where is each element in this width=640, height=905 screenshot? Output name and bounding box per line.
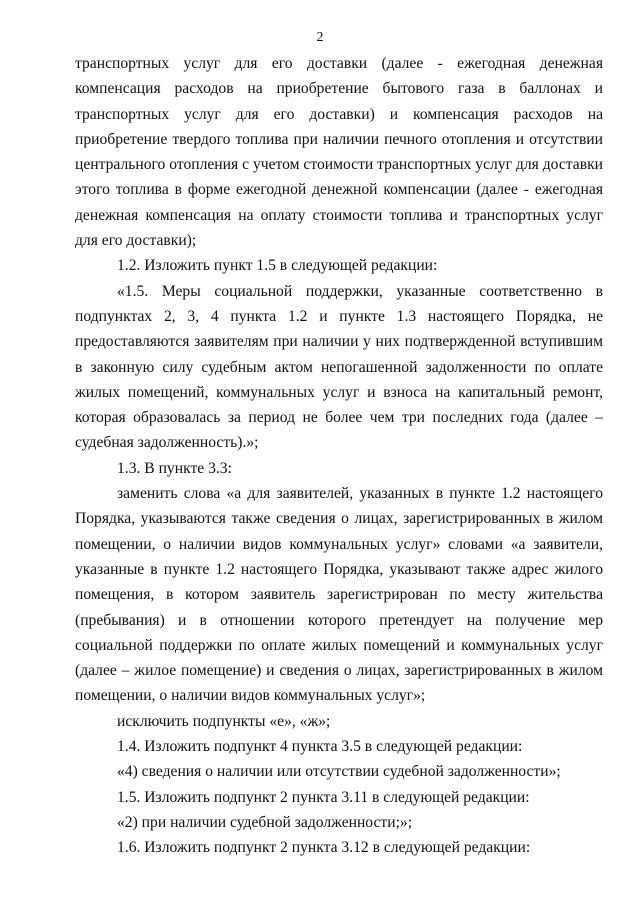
paragraph-quote-subitem-2: «2) при наличии судебной задолженности;»; xyxy=(117,813,413,831)
paragraph-item-1-6: 1.6. Изложить подпункт 2 пункта 3.12 в следующей редакции: xyxy=(117,839,531,857)
paragraph-quote-subitem-4: «4) сведения о наличии или отсутствии судебной задолженности»; xyxy=(117,763,561,781)
document-body xyxy=(75,51,603,861)
page-number: 2 xyxy=(316,30,324,45)
paragraph-exclude-subitems: исключить подпункты «е», «ж»; xyxy=(117,712,331,730)
paragraph-quote-1-5: «1.5. Меры социальной поддержки, указанные соответственно в подпунктах 2, 3, 4 пункта 1.2 и пункте 1.3 настоящего Порядка, не предоставляются заявителям при наличии у них подтвержденной вступившим в законную силу судебным актом непогашенной задолженности по оплате жилых помещений, коммунальных услуг и взноса на капитальный ремонт, которая образовалась за период не более чем три последних года (далее – судебная задолженность).»; xyxy=(75,282,603,452)
paragraph-continuation: транспортных услуг для его доставки (далее - ежегодная денежная компенсация расходов на приобретение бытового газа в баллонах и транспортных услуг для его доставки) и компенсация расходов на приобретение твердого топлива при наличии печного отопления и отсутствии центрального отопления с учетом стоимости транспортных услуг для доставки этого топлива в форме ежегодной денежной компенсации (далее - ежегодная денежная компенсация на оплату стоимости топлива и транспортных услуг для его доставки); xyxy=(75,55,603,250)
paragraph-item-1-5: 1.5. Изложить подпункт 2 пункта 3.11 в следующей редакции: xyxy=(117,788,530,806)
paragraph-item-1-2: 1.2. Изложить пункт 1.5 в следующей редакции: xyxy=(117,257,438,275)
paragraph-item-1-4: 1.4. Изложить подпункт 4 пункта 3.5 в следующей редакции: xyxy=(117,738,523,756)
paragraph-item-1-3: 1.3. В пункте 3.3: xyxy=(117,459,232,477)
paragraph-replace-words: заменить слова «а для заявителей, указанных в пункте 1.2 настоящего Порядка, указываются также сведения о лицах, зарегистрированных в жилом помещении, о наличии видов коммунальных услуг» словами «а заявители, указанные в пункте 1.2 настоящего Порядка, указывают также адрес жилого помещения, в котором заявитель зарегистрирован по месту жительства (пребывания) и в отношении которого претендует на получение мер социальной поддержки по оплате жилых помещений и коммунальных услуг (далее – жилое помещение) и сведения о лицах, зарегистрированных в жилом помещении, о наличии видов коммунальных услуг»; xyxy=(75,485,603,705)
